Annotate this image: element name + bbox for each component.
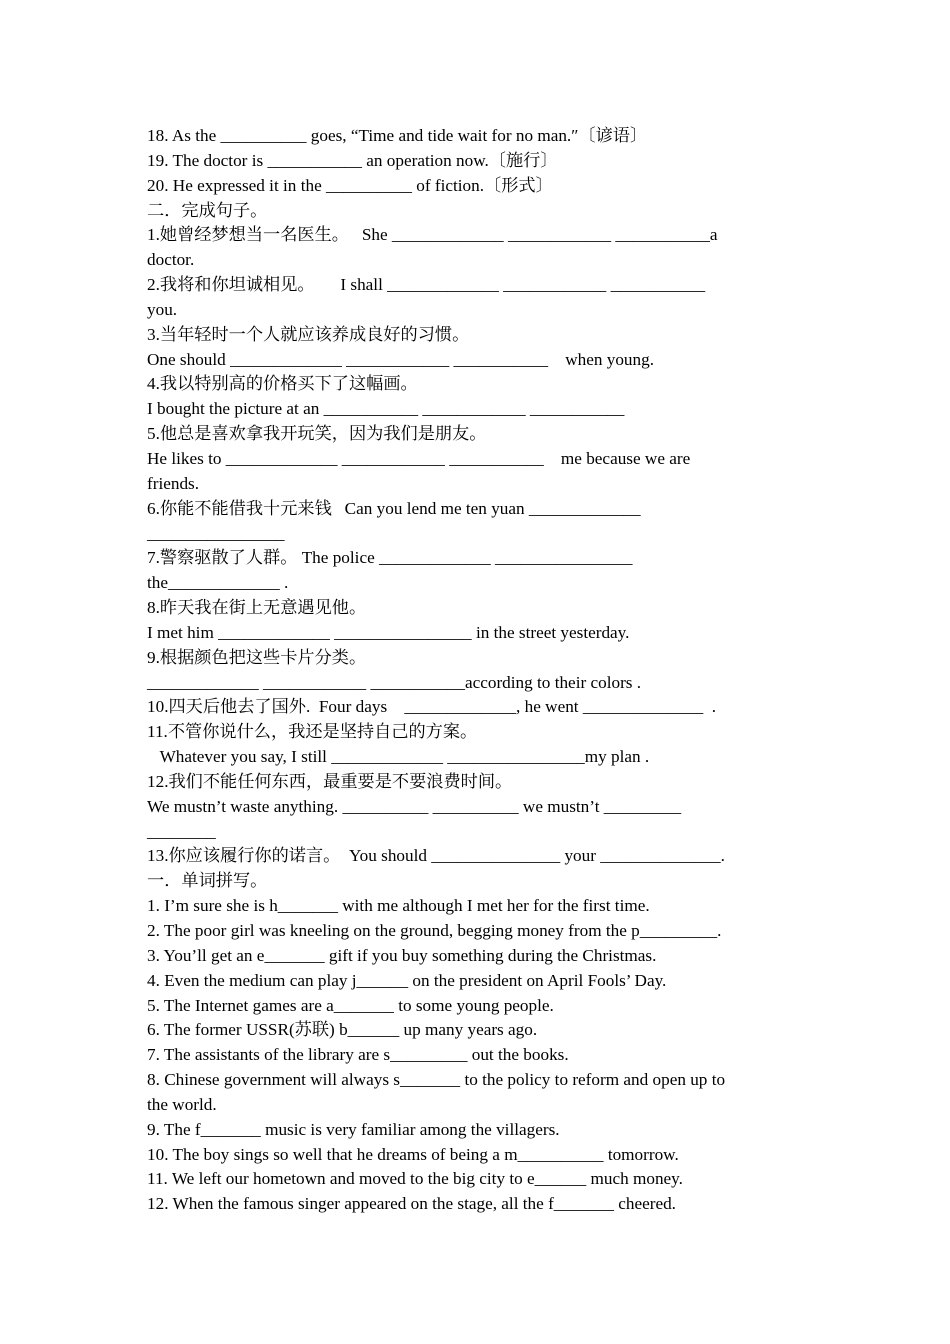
text-line: 3.当年轻时一个人就应该养成良好的习惯。 (147, 324, 470, 344)
text-line: One should _____________ ____________ ___________ when young. (147, 349, 655, 369)
text-line: doctor. (147, 250, 195, 270)
text-line: 8. Chinese government will always s_______ to the policy to reform and open up to (147, 1070, 726, 1090)
section-heading: 一．单词拼写。 (147, 871, 268, 891)
text-line: 10.四天后他去了国外. Four days _____________, he went ______________ . (147, 697, 717, 717)
text-line: 12. When the famous singer appeared on the stage, all the f_______ cheered. (147, 1194, 676, 1214)
text-line: 7. The assistants of the library are s_________ out the books. (147, 1045, 569, 1065)
text-line: 4. Even the medium can play j______ on the president on April Fools’ Day. (147, 970, 667, 990)
text-line: ________ (147, 821, 216, 841)
text-line: 10. The boy sings so well that he dreams of being a m__________ tomorrow. (147, 1144, 679, 1164)
text-line: 8.昨天我在街上无意遇见他。 (147, 598, 367, 618)
text-line: 4.我以特别高的价格买下了这幅画。 (147, 374, 418, 394)
text-line: _____________ ____________ ___________according to their colors . (147, 672, 642, 692)
text-line: Whatever you say, I still _____________ ________________my plan . (147, 747, 650, 767)
text-line: 12.我们不能任何东西，最重要是不要浪费时间。 (147, 771, 513, 791)
text-line: He likes to _____________ ____________ ___________ me because we are (147, 448, 691, 468)
text-line: 6.你能不能借我十元来钱 Can you lend me ten yuan _____________ (147, 498, 641, 518)
text-line: 18. As the __________ goes, “Time and tide wait for no man.″〔谚语〕 (147, 126, 648, 145)
text-line: 13.你应该履行你的诺言。 You should _______________ your ______________. (147, 846, 725, 866)
text-line: 11. We left our hometown and moved to the big city to e______ much money. (147, 1169, 683, 1189)
text-line: the world. (147, 1094, 217, 1114)
text-line: 6. The former USSR(苏联) b______ up many years ago. (147, 1020, 538, 1040)
text-line: 3. You’ll get an e_______ gift if you buy something during the Christmas. (147, 945, 657, 965)
text-line: 11.不管你说什么，我还是坚持自己的方案。 (147, 722, 478, 742)
text-line: friends. (147, 473, 200, 493)
text-line: ________________ (147, 523, 285, 543)
text-line: I bought the picture at an ___________ ____________ ___________ (147, 399, 625, 419)
text-line: 2. The poor girl was kneeling on the ground, begging money from the p_________. (147, 921, 722, 940)
text-line: the_____________ . (147, 573, 289, 593)
text-line: I met him _____________ ________________ in the street yesterday. (147, 622, 630, 642)
text-line: 19. The doctor is ___________ an operation now.〔施行〕 (147, 150, 558, 170)
text-line: 1.她曾经梦想当一名医生。 She _____________ ____________ ___________a (147, 225, 718, 245)
text-line: 1. I’m sure she is h_______ with me although I met her for the first time. (147, 896, 650, 916)
text-line: 7.警察驱散了人群。 The police _____________ ________________ (147, 548, 633, 568)
text-line: 5.他总是喜欢拿我开玩笑，因为我们是朋友。 (147, 424, 487, 444)
section-heading: 二．完成句子。 (147, 200, 268, 220)
text-line: you. (147, 299, 178, 319)
text-line: 9. The f_______ music is very familiar among the villagers. (147, 1119, 560, 1139)
text-line: 2.我将和你坦诚相见。 I shall _____________ ____________ ___________ (147, 275, 706, 295)
text-line: 20. He expressed it in the __________ of fiction.〔形式〕 (147, 175, 553, 195)
document-page (147, 124, 807, 1217)
text-line: 9.根据颜色把这些卡片分类。 (147, 647, 367, 667)
text-line: We mustn’t waste anything. __________ __________ we mustn’t _________ (147, 796, 682, 816)
text-line: 5. The Internet games are a_______ to some young people. (147, 995, 554, 1015)
